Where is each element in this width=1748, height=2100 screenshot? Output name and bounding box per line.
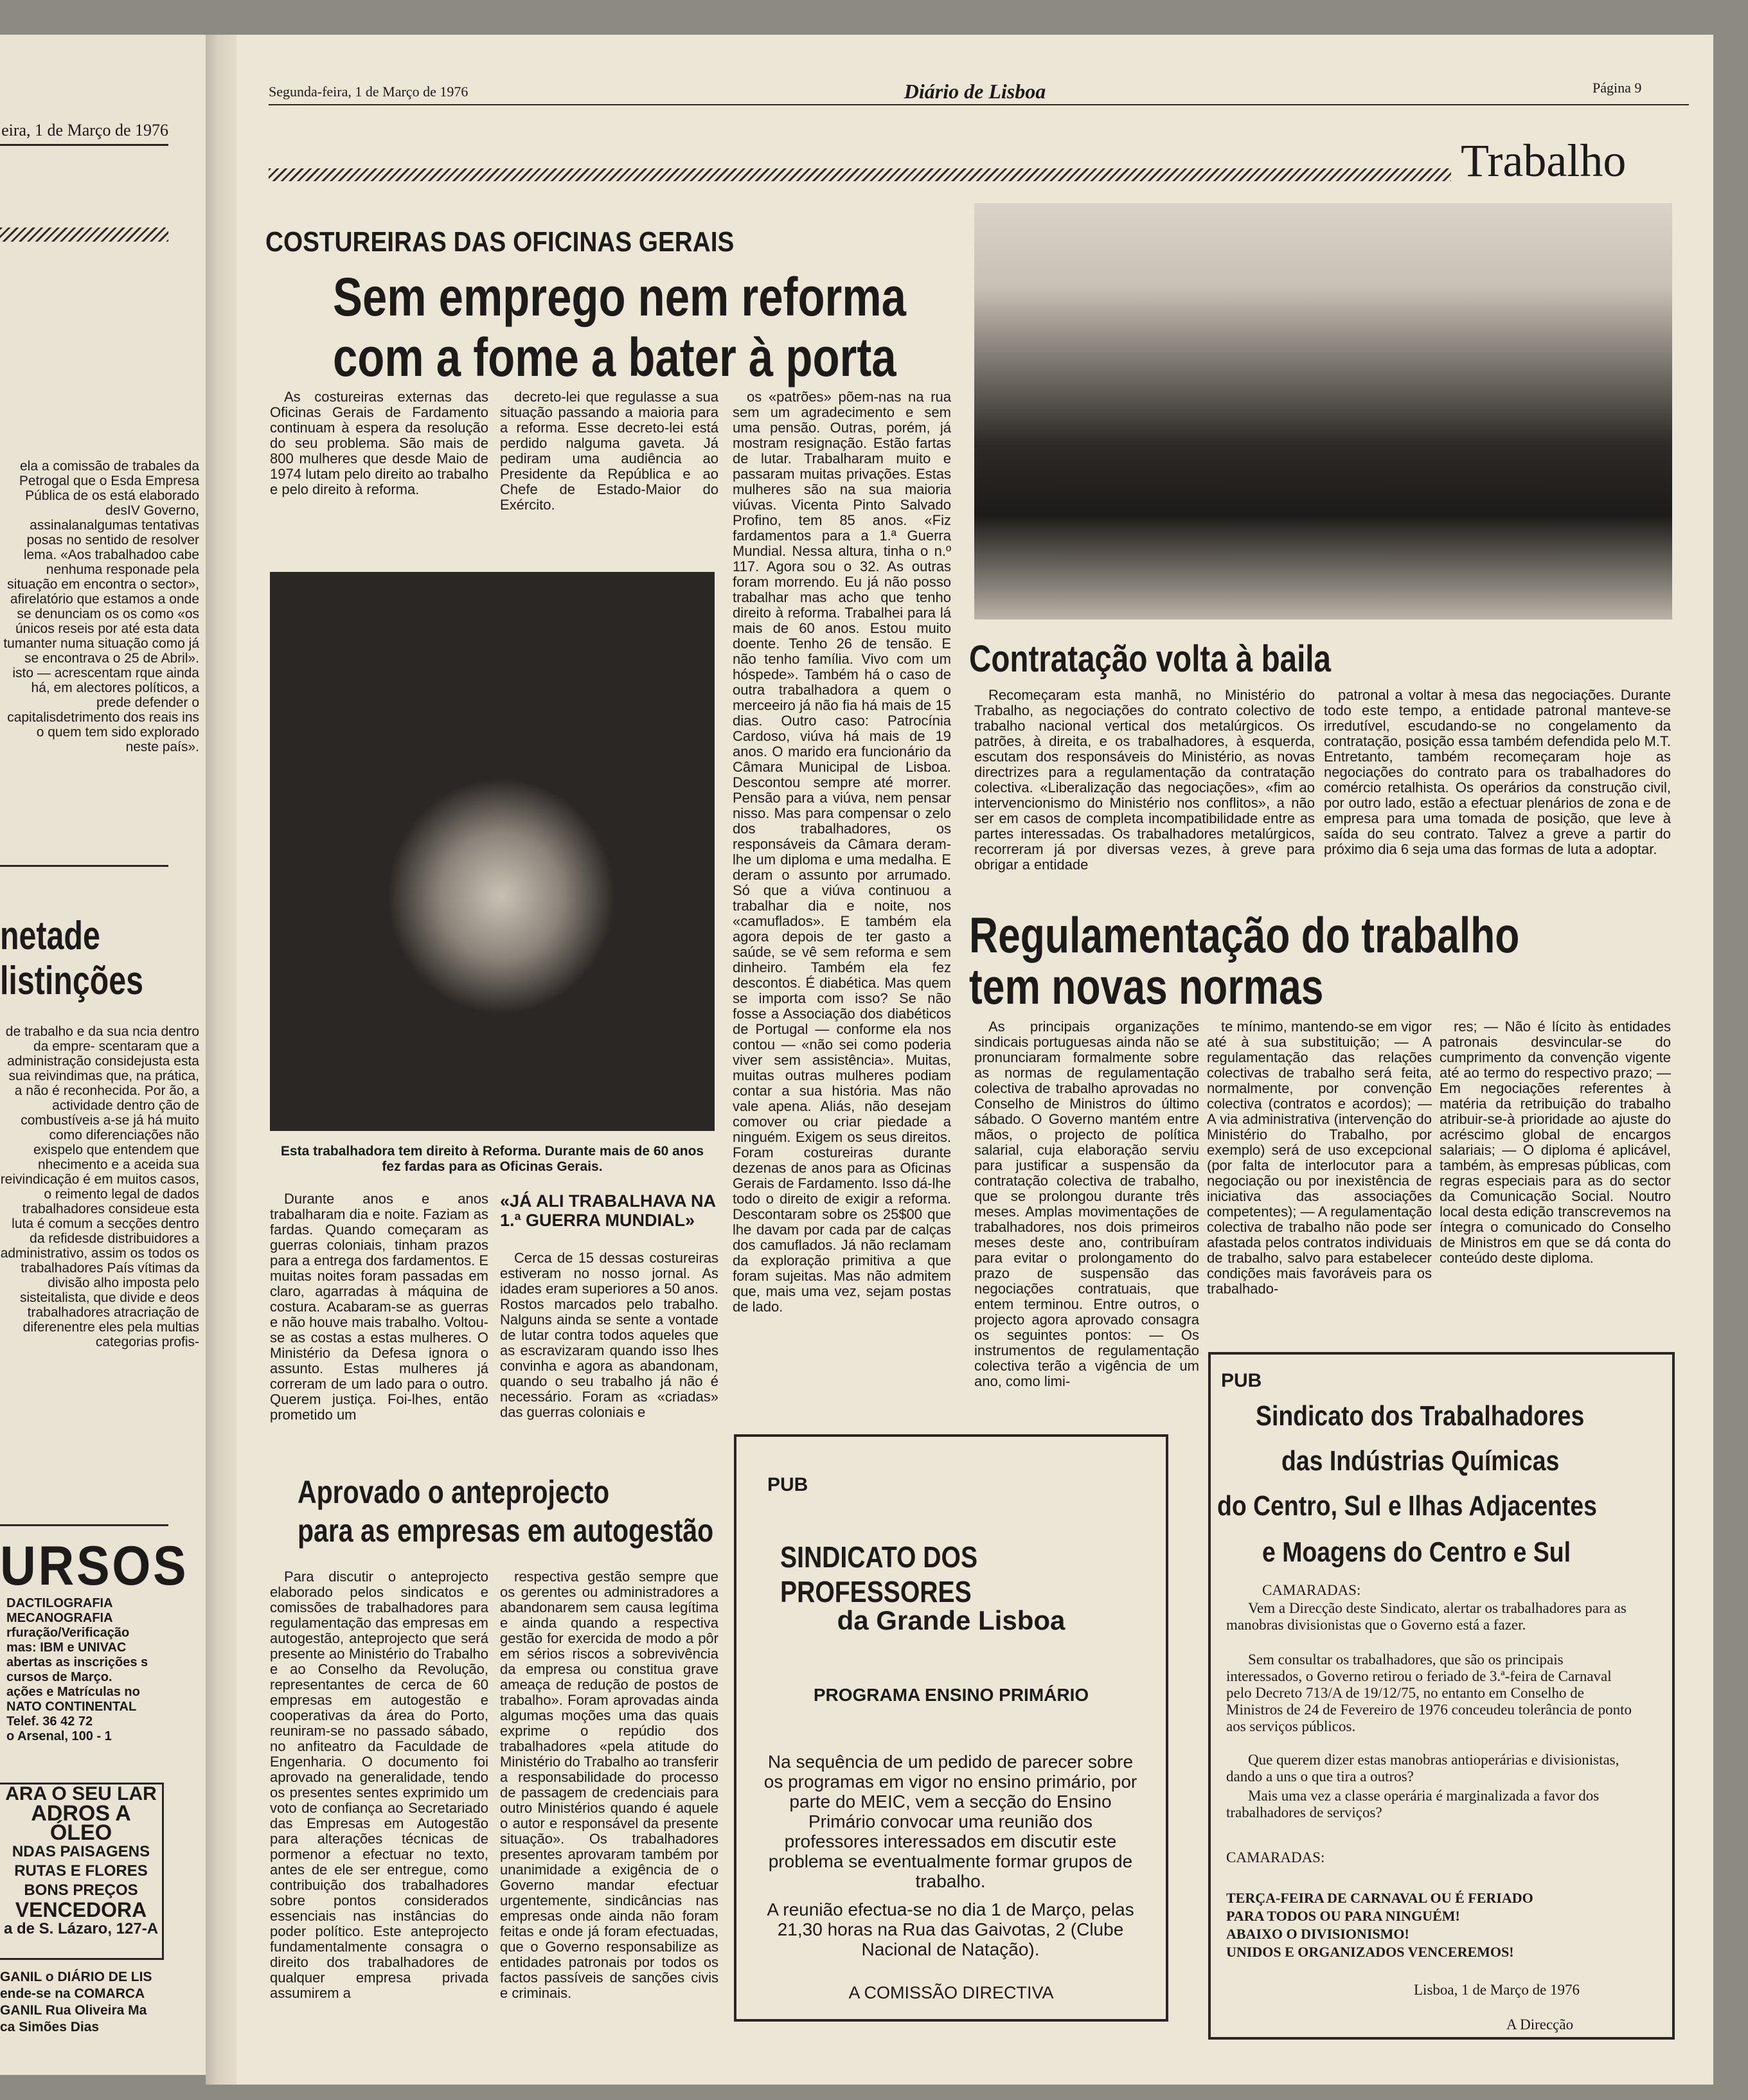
ad-quimicas-text-1: Vem a Direcção deste Sindicato, alertar os trabalhadores para as manobras divisionistas que o Governo está a fazer. [1226,1600,1627,1633]
ad-quimicas-title-1: Sindicato dos Trabalhadores [1256,1400,1585,1432]
autogestao-headline-2: para as empresas em autogestão [298,1513,714,1549]
left-page-article-2: de trabalho e da sua ncia dentro da empre- scentaram que a administração considejusta esta sua reivindimas que, na prática, a não é reconhecida. Por ão, a actividade dentro ção de combustíveis a-se já há muito como diferenciações não exispelo que entendem que nhecimento e a aceida sua reivindicação é em muitos casos, o reimento legal de dados trabalhadores consideue esta luta é comum a secções dentro da refidesde distribuidores a administrativo, assim os todos os trabalhadores País vítimas da divisão alho imposta pelo sisteitalista, que divide e deos trabalhadores atracriação de diferenentre eles pela multias categorias profis- [0,1024,199,1349]
autogestao-column-2: respectiva gestão sempre que os gerentes ou administradores a abandonarem sem causa legítima e ainda quando a respectiva gestão for exercida de modo a pôr em sérios riscos a sobrevivência da empresa ou constitua grave ameaça de redução de postos de trabalho». Foram aprovadas ainda algumas moções uma das quais exprime o repúdio dos trabalhadores «pela atitude do Ministério do Trabalho ao transferir a responsabilidade do processo de passagem de credenciais para outro Ministérios quando é aquele o autor e responsável da presente situação». Os trabalhadores presentes aprovaram também por unanimidade a exigência de o Governo mandar efectuar urgentemente, sindicâncias nas empresas onde ainda não foram feitas e onde já foram efectuadas, que o Governo responsabilize as entidades patronais por todos os factos passíveis de sanções civis e criminais. [500,1569,718,2001]
left-page-date: eira, 1 de Março de 1976 [1,121,168,139]
section-title: Trabalho [1461,135,1627,186]
left-page-heading-1: netade [0,914,100,958]
ad-professores-text-1: Na sequência de um pedido de parecer sobre os programas em vigor no ensino primário, por parte do MEIC, vem a secção do Ensino Primário convocar uma reunião dos professores interessados em discutir este problema se eventualmente formar grupos de trabalho. [763,1752,1137,1891]
ad-sindicato-professores [734,1434,1168,2022]
masthead: Diário de Lisboa [904,80,1046,103]
ad-quimicas-slogans: TERÇA-FEIRA DE CARNAVAL OU É FERIADO PARA TODOS OU PARA NINGUÉM! ABAIXO O DIVISIONISMO! UNIDOS E ORGANIZADOS VENCEREMOS! [1226,1890,1533,1960]
photo-negotiation-meeting [974,203,1672,619]
ad-professores-title-1: SINDICATO DOS PROFESSORES [780,1540,978,1608]
article-column-2: decreto-lei que regulasse a sua situação passando a maioria para a reforma. Esse decreto-lei está perdido nalguma gaveta. Já pediram uma audiência ao Presidente da República e ao Chefe de Estado-Maior do Exército. [500,389,718,513]
article-kicker: COSTUREIRAS DAS OFICINAS GERAIS [265,226,735,258]
contratacao-column-2: patronal a voltar à mesa das negociações. Durante todo este tempo, a entidade patronal manteve-se irredutível, escudando-se no congelamento da contratação, posição essa também defendida pelo M.T. Entretanto, também recomeçaram hoje as negociações do contrato para os trabalhadores do comércio retalhista. Os operários da construção civil, por outro lado, estão a efectuar plenários de zona e de empresa para uma tomada de posição, que leve à saída do seu contrato. Talvez a greve a partir do próximo dia 6 seja uma das formas de luta a adoptar. [1324,688,1671,857]
photo-caption: Esta trabalhadora tem direito à Reforma. Durante mais de 60 anos fez fardas para as Oficinas Gerais. [280,1144,704,1174]
ad-professores-text-2: A reunião efectua-se no dia 1 de Março, pelas 21,30 horas na Rua das Gaivotas, 2 (Clube Nacional de Natação). [767,1900,1134,1959]
ad-professores-title-2: da Grande Lisboa [837,1605,1066,1635]
ad-quimicas-text-2: Sem consultar os trabalhadores, que são os principais interessados, o Governo retirou o feriado de 3.ª-feira de Carnaval pelo Decreto 713/A de 19/12/75, no entanto em Conselho de Ministros de 24 de Fevereiro de 1976 conceudeu tolerância de ponto aos serviços públicos. [1226,1651,1632,1734]
article-headline-1: Sem emprego nem reforma [333,267,906,327]
contratacao-column-1: Recomeçaram esta manhã, no Ministério do Trabalho, as negociações do contrato colectivo de trabalho nacional vertical dos metalúrgicos. Os patrões, à direita, e os trabalhadores, à esquerda, escutam dos responsáveis do Ministério, as novas directrizes para a regulamentação da contratação colectiva. «Liberalização das negociações», «fim ao intervencionismo do Ministério nos conflitos», a não ser em casos de completa incompatibilidade entre as partes interessadas. Os trabalhadores metalúrgicos, recorreram já por diversas vezes, à greve para obrigar a entidade [974,688,1315,873]
ad-quimicas-camaradas-1: CAMARADAS: [1262,1582,1361,1598]
ad-professores-subtitle: PROGRAMA ENSINO PRIMÁRIO [813,1685,1089,1705]
page-number: Página 9 [1592,80,1642,96]
article-headline-2: com a fome a bater à porta [333,327,896,387]
article-bottom-column-1: Durante anos e anos trabalharam dia e noite. Faziam as fardas. Quando começaram as guerras coloniais, tinham prazos para a entrega dos fardamentos. E muitas noites foram passadas em claro, agarradas à máquina de costura. Acabaram-se as guerras e não houve mais trabalho. Voltou-se as costas a estas mulheres. O Ministério da Defesa ignora o assunto. Estas mulheres já correram de um lado para o outro. Querem justiça. Foi-lhes, então prometido um [270,1191,488,1423]
ad-quimicas-camaradas-2: CAMARADAS: [1226,1849,1325,1865]
regulamentacao-column-3: res; — Não é lícito às entidades patronais desvincular-se do cumprimento da convenção vigente até ao termo do respectivo prazo; — Em negociações referentes à matéria da retribuição do trabalho atribuir-se-à prioridade ao ajuste do acréscimo global de encargos salariais; — O diploma é aplicável, também, às empresas públicas, com regras especiais para as do sector da Comunicação Social. Noutro local desta edição transcrevemos na íntegra o comunicado do Conselho de Ministros em que se dá conta do conteúdo deste diploma. [1440,1019,1671,1266]
ad-pub-label: PUB [767,1474,808,1495]
article-column-3: os «patrões» põem-nas na rua sem um agradecimento e sem uma pensão. Outras, porém, já mostram resignação. Estão fartas de lutar. Trabalharam muito e passaram muitas privações. Estas mulheres são na sua maioria viúvas. Vicenta Pinto Salvado Profino, tem 85 anos. «Fiz fardamentos para a 1.ª Guerra Mundial. Nessa altura, tinha o n.º 117. Agora sou o 32. As outras foram morrendo. Eu já não posso trabalhar mas acho que tenho direito à reforma. Trabalhei para lá mais de 60 anos. Estou muito doente. Tenho 26 de tensão. E não tenho família. Vivo com um hóspede». Também há o caso de outra trabalhadora a quem o merceeiro já não fia há mais de 15 dias. Outro caso: Patrocínia Cardoso, viúva há mais de 19 anos. O marido era funcionário da Câmara Municipal de Lisboa. Descontou sempre até morrer. Pensão para a viúva, nem pensar nisso. Mas para compensar o zelo dos trabalhadores, os responsáveis da Câmara deram-lhe um diploma e uma medalha. E deram o assunto por arrumado. Só que a viúva continuou a trabalhar dia e noite, nos «camuflados». E também ela agora depois de ter gasto a saúde, se vê sem reforma e sem dinheiro. Também ela fez descontos. É diabética. Mas quem se importa com isso? Se não fosse a Associação dos diabéticos de Portugal — conforme ela nos contou — «não sei como poderia viver sem assistência». Muitas, muitas outras mulheres podiam contar a sua história. Mas não vale apena. Aliás, não desejam comover ou criar piedade a ninguém. Exigem os seus direitos. Foram costureiras durante dezenas de anos para as Oficinas Gerais de Fardamento. Isso dá-lhe todo o direito de exigir a reforma. Descontaram sobre os 25$00 que lhe davam por cada par de calças dos camuflados. Já não reclamam da exploração primitiva a que foram sujeitas. Mas não admitem que, mais uma vez, sejam postas de lado. [733,389,951,1315]
ad-quimicas-title-4: e Moagens do Centro e Sul [1262,1536,1571,1568]
ad-quimicas-text-4: Mais uma vez a classe operária é marginalizada a favor dos trabalhadores de serviços? [1226,1788,1600,1820]
article-bottom-column-2: Cerca de 15 dessas costureiras estiveram no nosso jornal. As idades eram superiores a 50 anos. Rostos marcados pelo trabalho. Nalguns ainda se sente a vontade de lutar contra todos aqueles que as escravizaram quando isso lhes convinha e agora as abandonam, quando o seu trabalho já não é necessário. Foram as «criadas» das guerras coloniais e [500,1250,718,1420]
autogestao-column-1: Para discutir o anteprojecto elaborado pelos sindicatos e comissões de trabalhadores para regulamentação das empresas em autogestão, anteprojecto que será presente ao Ministério do Trabalho e ao Conselho da Revolução, representantes de cerca de 60 empresas em autogestão e cooperativas da área do Porto, reuniram-se no passado sábado, no anfiteatro da Faculdade de Engenharia. O documento foi aprovado na generalidade, tendo os presentes sentes exprimido um voto de confiança ao Secretariado das Empresas em Autogestão para alterações técnicas de pormenor a efectuar no texto, antes de ele ser entregue, como contribuição dos trabalhadores sobre pontos considerados essenciais nas instâncias do poder político. Este anteprojecto fundamentalmente consagra o direito dos trabalhadores de qualquer empresa privada assumirem a [270,1569,488,2001]
newspaper-page [236,35,1713,2085]
regulamentacao-headline-1: Regulamentação do trabalho [969,907,1520,963]
left-page [0,35,206,2075]
regulamentacao-headline-2: tem novas normas [969,958,1324,1015]
left-page-cursos-ad: DACTILOGRAFIA MECANOGRAFIA rfuração/Verificação mas: IBM e UNIVAC abertas as inscrições s cursos de Março. ações e Matrículas no NATO CONTINENTAL Telef. 36 42 72 o Arsenal, 100 - 1 [6,1596,148,1743]
ad-professores-signature: A COMISSÃO DIRECTIVA [848,1983,1054,2002]
ad-quimicas-signature: A Direcção [1506,2016,1574,2033]
ad-pub-label: PUB [1221,1370,1262,1391]
left-page-article-1: ela a comissão de trabales da Petrogal que o Esda Empresa Pública de os está elaborado desIV Governo, assinalanalgumas tentativas posas no sentido de resolver lema. «Aos trabalhadoo cabe nenhuma responade pela situação em encontra o sector», afirelatório que estamos a onde se denunciam os os como «os únicos reseis por até esta data tumanter numa situação como já se encontrava o 25 de Abril». isto — acrescentam rque ainda há, em alectores políticos, a prede defender o capitalisdetrimento dos reais ins o quem tem sido explorado neste país». [3,459,199,754]
page-gutter [206,35,236,2085]
contratacao-headline: Contratação volta à baila [969,638,1331,680]
left-page-comarca-ad: GANIL o DIÁRIO DE LIS ende-se na COMARCA GANIL Rua Oliveira Ma ca Simões Dias [0,1970,152,2034]
autogestao-headline-1: Aprovado o anteprojecto [298,1474,610,1510]
photo-elderly-seamstress [270,572,715,1131]
regulamentacao-column-2: te mínimo, mantendo-se em vigor até à sua substituição; — A regulamentação das relações colectivas de trabalho será feita, normalmente, por convenção colectiva (contratos e acordos); — A via administrativa (intervenção do Ministério do Trabalho, por exemplo) será de uso excepcional (por falta de interlocutor para a negociação ou por inexistência de iniciativa das associações competentes); — A regulamentação colectiva de trabalho não pode ser afastada pelos contratos individuais de trabalho, salvo para estabelecer condições mais favoráveis para os trabalhado- [1207,1019,1432,1297]
ad-quimicas-title-3: do Centro, Sul e Ilhas Adjacentes [1217,1490,1597,1522]
ad-quimicas-date: Lisboa, 1 de Março de 1976 [1414,1982,1580,1998]
ad-sindicato-quimicas [1208,1352,1675,2040]
header-date: Segunda-feira, 1 de Março de 1976 [269,84,468,100]
article-subhead: «JÁ ALI TRABALHAVA NA 1.ª GUERRA MUNDIAL» [500,1191,715,1230]
ad-quimicas-title-2: das Indústrias Químicas [1281,1445,1560,1477]
left-page-cursos-heading: URSOS [0,1535,189,1597]
regulamentacao-column-1: As principais organizações sindicais portuguesas ainda não se pronunciaram formalmente sobre as normas de regulamentação colectiva de trabalho aprovadas no Conselho de Ministros do último sábado. O Governo mantém entre mãos, o projecto de política salarial, cuja elaboração serviu para justificar a suspensão da contratação colectiva de trabalho, que se prolongou durante três meses. Amplas movimentações de trabalhadores, nos dois primeiros meses deste ano, contribuíram para evitar o prolongamento do prazo de suspensão das negociações contratuais, que entem terminou. Entre outros, o projecto agora aprovado consagra os seguintes pontos: — Os instrumentos de regulamentação colectiva terão a vigência de um ano, como limi- [974,1019,1199,1389]
article-lead: As costureiras externas das Oficinas Gerais de Fardamento continuam à espera da resolução do seu problema. São mais de 800 mulheres que desde Maio de 1974 lutam pelo direito ao trabalho e pelo direito à reforma. [270,389,488,497]
ad-quimicas-text-3: Que querem dizer estas manobras antioperárias e divisionistas, dando a uns o que tira a outros? [1226,1752,1619,1784]
left-page-heading-2: listinções [0,959,144,1003]
left-page-vencedora-ad: ARA O SEU LAR ADROS A ÓLEO NDAS PAISAGENS RUTAS E FLORES BONS PREÇOS VENCEDORA a de S. Lázaro, 127-A [0,1783,164,1960]
